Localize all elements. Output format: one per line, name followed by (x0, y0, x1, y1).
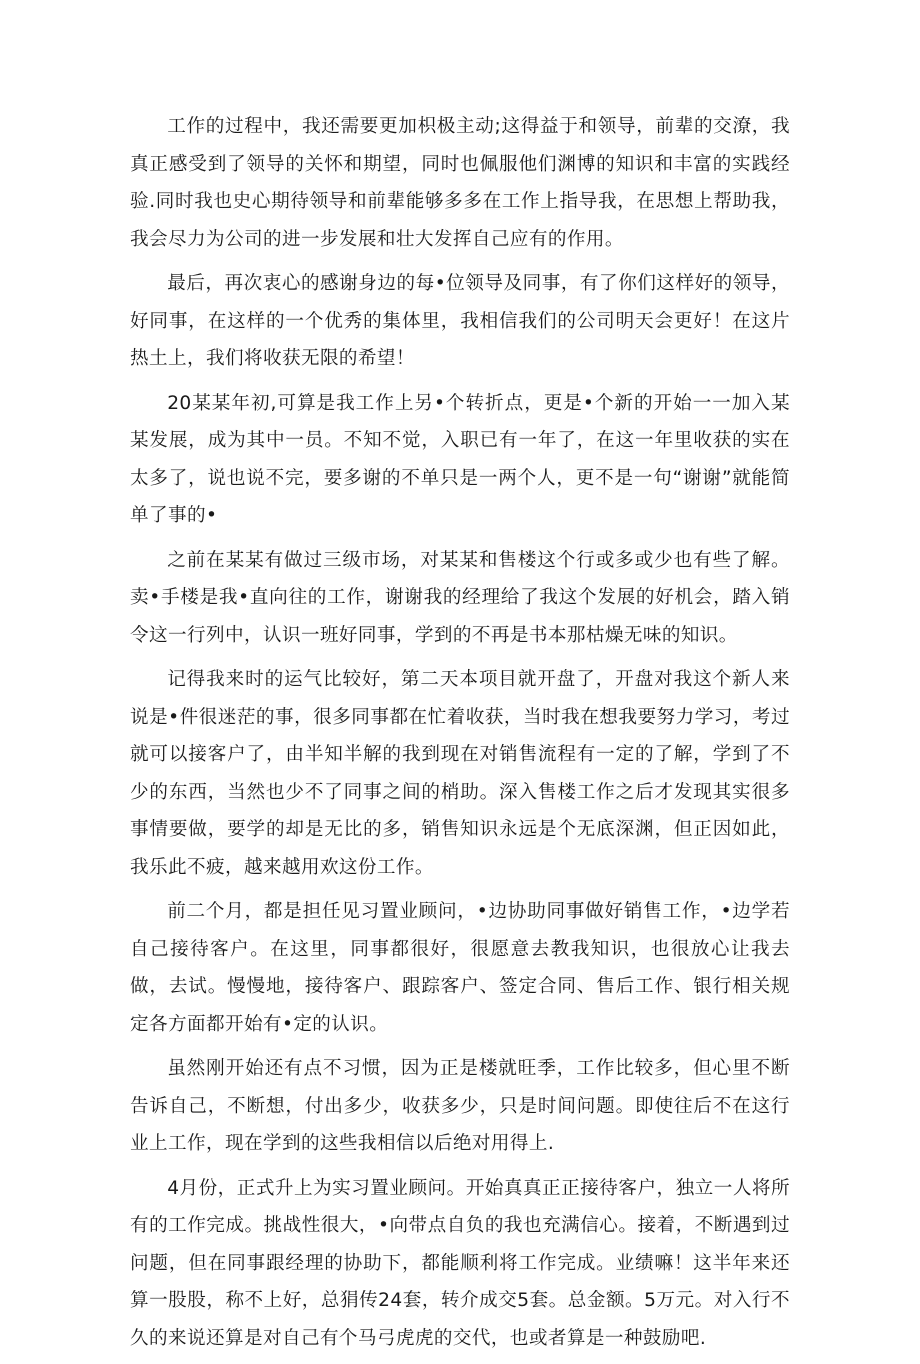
paragraph: 20某某年初,可算是我工作上另•个转折点，更是•个新的开始一一加入某某发展，成为其中一员。不知不觉，入职已有一年了，在这一年里收获的实在太多了，说也说不完，要多谢的不单只是一两个人，更不是一句“谢谢”就能简单了事的• (130, 392, 790, 526)
paragraph: 最后，再次衷心的感谢身边的每•位领导及同事，有了你们这样好的领导，好同事，在这样的一个优秀的集体里，我相信我们的公司明天会更好！在这片热土上，我们将收获无限的希望！ (130, 273, 790, 369)
paragraph: 工作的过程中，我还需要更加枳极主动;这得益于和领导，前辈的交潦，我真正感受到了领导的关怀和期望，同时也佩服他们渊博的知识和丰富的实践经验.同时我也史心期待领导和前辈能够多多在工作上指导我，在思想上帮助我，我会尽力为公司的进一步发展和壮大发挥自己应有的作用。 (130, 116, 790, 250)
paragraph: 之前在某某有做过三级市场，对某某和售楼这个行或多或少也有些了解。卖•手楼是我•直向往的工作，谢谢我的经理给了我这个发展的好机会，踏入销令这一行列中，认识一班好同事，学到的不再是书本那枯燥无味的知识。 (130, 549, 790, 646)
paragraph: 前二个月，都是担任见习置业顾问，•边协助同事做好销售工作，•边学若自己接待客户。在这里，同事都很好，很愿意去教我知识，也很放心让我去做，去试。慢慢地，接待客户、跟踪客户、签定合同、售后工作、银行相关规定各方面都开始有•定的认识。 (130, 901, 790, 1035)
paragraph: 4月份，正式升上为实习置业顾问。开始真真正正接待客户，独立一人将所有的工作完成。挑战性很大，•向带点自负的我也充满信心。接着，不断遇到过问题，但在同事跟经理的协助下，都能顺利将工作完成。业绩嘛！这半年来还算一股股，称不上好，总狷传24套，转介成交5套。总金额。5万元。对入行不久的来说还算是对自己有个马弓虎虎的交代，也或者算是一种鼓励吧. (130, 1177, 790, 1349)
paragraph: 虽然刚开始还有点不习惯，因为正是楼就旺季，工作比较多，但心里不断告诉自己，不断想，付出多少，收获多少，只是时间问题。即使往后不在这行业上工作，现在学到的这些我相信以后绝对用得上. (130, 1058, 790, 1154)
document-body (130, 108, 790, 1364)
paragraph: 记得我来时的运气比较好，第二天本项目就开盘了，开盘对我这个新人来说是•件很迷茫的事，很多同事都在忙着收获，当时我在想我要努力学习，考过就可以接客户了，由半知半解的我到现在对销售流程有一定的了解，学到了不少的东西，当然也少不了同事之间的梢助。深入售楼工作之后才发现其实很多事情要做，要学的却是无比的多，销售知识永远是个无底深渊，但正因如此，我乐此不疲，越来越用欢这份工作。 (130, 669, 790, 878)
